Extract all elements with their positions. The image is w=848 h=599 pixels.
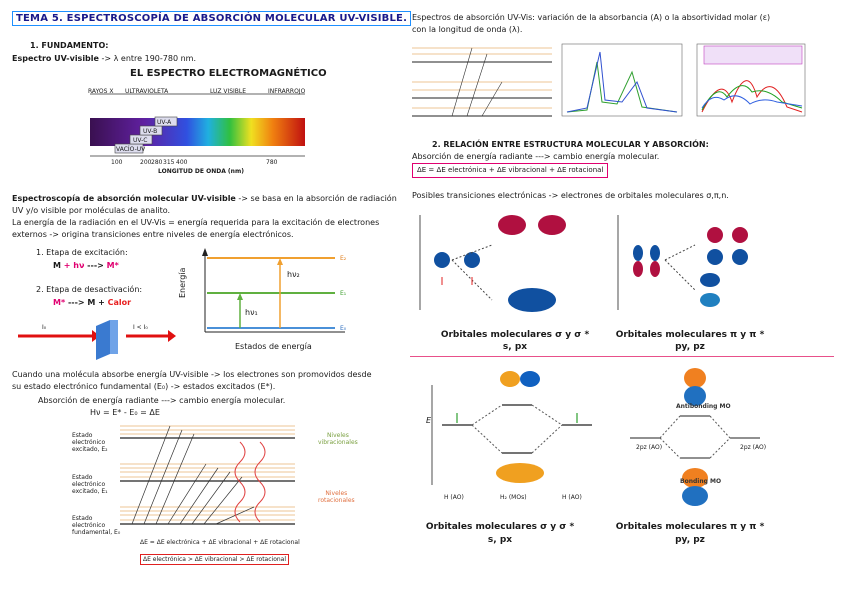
orbital-sub-sigma-2: s, px [487, 535, 513, 545]
rot-levels-label: Niveles rotacionales [318, 490, 355, 504]
hv2-label: hν₂ [287, 270, 300, 279]
transitions-line: Posibles transiciones electrónicas -> electrones de orbitales moleculares σ,π,n. [412, 191, 729, 200]
spectra-line-2: con la longitud de onda (λ). [412, 25, 523, 34]
absorption-line-1: Cuando una molécula absorbe energía UV-visible -> los electrones son promovidos desde [12, 370, 372, 379]
step1-label: 1. Etapa de excitación: [36, 248, 128, 257]
region-ir: INFRARROJO [268, 88, 306, 95]
tick-315: 315 [163, 159, 175, 166]
step2-label: 2. Etapa de desactivación: [36, 285, 143, 294]
vib-levels-label: Niveles vibracionales [318, 432, 358, 446]
ao-right-label: 2pz (AO) [740, 444, 767, 451]
tick-400: 400 [176, 159, 188, 166]
definition-line-4: externos -> origina transiciones entre niveles de energía electrónicos. [12, 230, 294, 239]
orbital-caption-sigma: Orbitales moleculares σ y σ * [440, 330, 590, 340]
uvvis-spectra-figures [412, 42, 812, 120]
section2-abs-line: Absorción de energía radiante ---> cambio energía molecular. [412, 152, 660, 161]
region-visible: LUZ VISIBLE [210, 88, 247, 95]
page-title: TEMA 5. ESPECTROSCOPÍA DE ABSORCIÓN MOLECULAR UV-VISIBLE. [12, 11, 411, 26]
hv1-label: hν₁ [245, 308, 258, 317]
definition-line-3: La energía de la radiación en el UV-Vis = energía requerida para la excitación de electrones [12, 218, 380, 227]
band-uva: UV-A [157, 119, 172, 126]
orbital-sub-pi: py, pz [675, 342, 705, 352]
step2-equation: M* ---> M + Calor [53, 298, 132, 307]
h-ao-left-label: H (AO) [444, 494, 464, 501]
h2-mos-label: H₂ (MOs) [500, 494, 527, 501]
section2-heading: 2. RELACIÓN ENTRE ESTRUCTURA MOLECULAR Y ABSORCIÓN: [432, 140, 709, 149]
delta-e-equation: ΔE = ΔE electrónica + ΔE vibracional + ΔE rotacional [140, 539, 300, 546]
sigma-mo-diagram [412, 205, 592, 320]
bonding-label: Bonding MO [680, 478, 722, 485]
antibonding-label: Antibonding MO [676, 403, 731, 410]
section-divider [410, 356, 834, 357]
step1-equation: M + hν ---> M* [53, 261, 119, 270]
band-vacuum-uv: VACÍO-UV [116, 146, 146, 153]
ao-left-label: 2pz (AO) [636, 444, 663, 451]
level-e2: E₂ [340, 255, 347, 262]
beam-out-label: I < I₀ [133, 324, 148, 331]
delta-e-order: ΔE electrónica > ΔE vibracional > ΔE rotacional [140, 556, 289, 563]
region-xray: RAYOS X [88, 88, 114, 95]
spectrum-axis-label: LONGITUD DE ONDA (nm) [158, 168, 244, 175]
definition-line-1: Espectroscopía de absorción molecular UV-visible -> se basa en la absorción de radiación [12, 194, 397, 203]
energy-states-label: Estados de energía [235, 342, 312, 351]
definition-line-2: UV y/o visible por moléculas de analito. [12, 206, 171, 215]
h2-mo-diagram [422, 365, 602, 500]
spectra-line-1: Espectros de absorción UV-Vis: variación de la absorbancia (A) o la absortividad molar (ε) [412, 13, 771, 22]
h-ao-right-label: H (AO) [562, 494, 582, 501]
band-uvc: UV-C [133, 137, 148, 144]
absorption-line-3: Absorción de energía radiante ---> cambio energía molecular. [38, 396, 286, 405]
orbital-caption-sigma-2: Orbitales moleculares σ y σ * [425, 522, 575, 532]
region-uv: ULTRAVIOLETA [125, 88, 169, 95]
orbital-caption-pi-2: Orbitales moleculares π y π * [615, 522, 765, 532]
tick-780: 780 [266, 159, 278, 166]
tick-280: 280 [151, 159, 163, 166]
tick-100: 100 [111, 159, 123, 166]
state-e2-label: Estado electrónico excitado, E₂ [72, 432, 108, 453]
pi-bonding-diagram [620, 368, 770, 508]
orbital-sub-pi-2: py, pz [675, 535, 705, 545]
band-uvb: UV-B [143, 128, 158, 135]
orbital-sub-sigma: s, px [502, 342, 528, 352]
hv-equation: Hν = E* - E₀ = ΔE [90, 408, 160, 417]
spectrum-title: EL ESPECTRO ELECTROMAGNÉTICO [130, 68, 327, 79]
level-e0: E₀ [340, 325, 347, 332]
state-e1-label: Estado electrónico excitado, E₁ [72, 474, 108, 495]
pi-mo-diagram [610, 205, 790, 320]
energy-e-label: E [426, 416, 432, 425]
level-e1: E₁ [340, 290, 347, 297]
delta-e-box: ΔE = ΔE electrónica + ΔE vibracional + ΔE rotacional [412, 163, 608, 178]
tick-200: 200 [140, 159, 152, 166]
absorption-line-2: su estado electrónico fundamental (E₀) -> estados excitados (E*). [12, 382, 276, 391]
spectro-range-line: Espectro UV-visible -> λ entre 190-780 nm. [12, 54, 196, 63]
energy-levels-diagram [185, 248, 355, 348]
orbital-caption-pi: Orbitales moleculares π y π * [615, 330, 765, 340]
energy-axis-label: Energía [178, 267, 187, 298]
state-e0-label: Estado electrónico fundamental, E₀ [72, 515, 121, 536]
section1-heading: 1. FUNDAMENTO: [30, 41, 109, 50]
vibrational-levels-diagram [120, 422, 310, 537]
beam-in-label: I₀ [42, 324, 47, 331]
